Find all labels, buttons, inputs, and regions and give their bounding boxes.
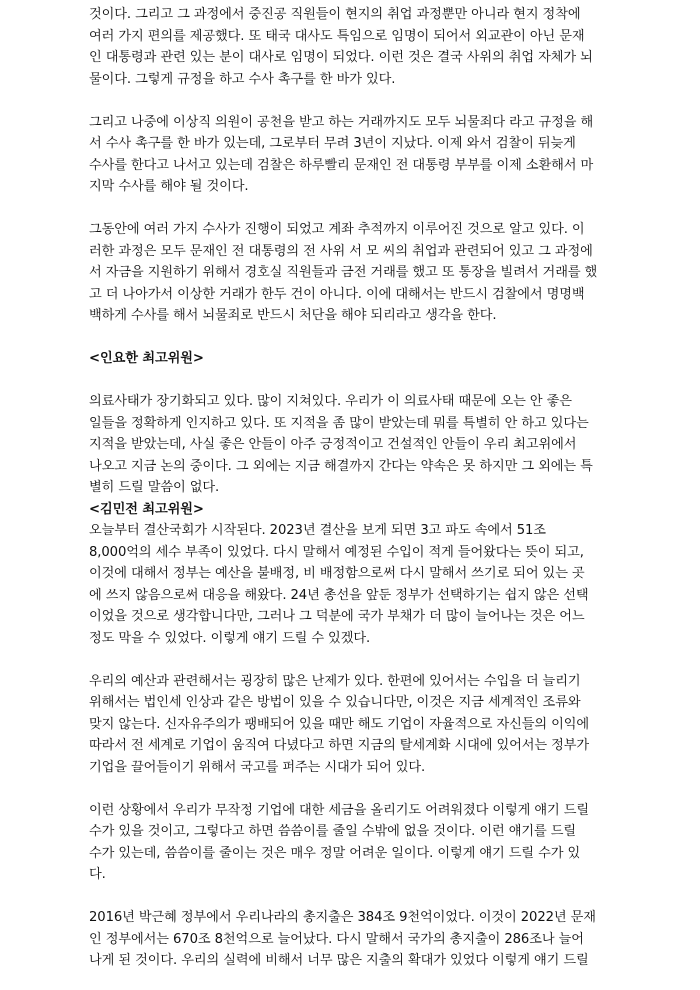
text-line: 정도 막을 수 있었다. 이렇게 얘기 드릴 수 있겠다. [89, 630, 371, 646]
paragraph [89, 907, 613, 972]
text-line: 물이다. 그렇게 규정을 하고 수사 촉구를 한 바가 있다. [89, 71, 396, 87]
text-line: 지막 수사를 해야 될 것이다. [89, 179, 249, 194]
text-line: 위해서는 법인세 인상과 같은 방법이 있을 수 있습니다만, 이것은 지금 세계적인 조류와 [89, 695, 581, 710]
speaker-heading: <김민전 최고위원> [89, 501, 204, 517]
text-line: 별히 드릴 말씀이 없다. [89, 480, 220, 495]
paragraph [89, 391, 613, 499]
paragraph [89, 4, 613, 90]
text-line: 이었을 것으로 생각합니다만, 그러나 그 덕분에 국가 부채가 더 많이 늘어나는 것은 어느 [89, 609, 585, 624]
text-line: 서 수사 촉구를 한 바가 있는데, 그로부터 무려 3년이 지났다. 이제 와서 검찰이 뒤늦게 [89, 136, 576, 151]
text-line: 이런 상황에서 우리가 무작정 기업에 대한 세금을 올리기도 어려워졌다 이렇게 얘기 드릴 [89, 802, 590, 818]
paragraph [89, 520, 613, 649]
text-line: 그동안에 여러 가지 수사가 진행이 되었고 계좌 추적까지 이루어진 것으로 알고 있다. 이 [89, 222, 585, 237]
text-line: 수가 있을 것이고, 그렇다고 하면 씀씀이를 줄일 수밖에 없을 것이다. 이런 얘기를 드릴 [89, 824, 577, 839]
paragraph-gap [89, 370, 613, 392]
paragraph [89, 671, 613, 779]
paragraph-gap [89, 886, 613, 908]
paragraph [89, 800, 613, 886]
text-line: 맞지 않는다. 신자유주의가 팽배되어 있을 때만 해도 기업이 자율적으로 자신들의 이익에 [89, 716, 590, 732]
paragraph-gap [89, 778, 613, 800]
paragraph-gap [89, 90, 613, 112]
paragraph-gap [89, 198, 613, 220]
text-line: 그리고 나중에 이상직 의원이 공천을 받고 하는 거래까지도 모두 뇌물죄다 라고 규정을 해 [89, 114, 594, 130]
text-line: 나게 된 것이다. 우리의 실력에 비해서 너무 많은 지출의 확대가 있었다 이렇게 얘기 드릴 [89, 953, 589, 968]
document-page [89, 4, 613, 972]
text-line: 수가 있는데, 씀씀이를 줄이는 것은 매우 정말 어려운 일이다. 이렇게 얘기 드릴 수가 있 [89, 845, 581, 861]
speaker-heading: <인요한 최고위원> [89, 351, 204, 366]
text-line: 에 쓰지 않음으로써 대응을 해왔다. 24년 총선을 앞둔 정부가 선택하기는 쉽지 않은 선택 [89, 587, 589, 603]
text-line: 고 더 나아가서 이상한 거래가 한두 건이 아니다. 이에 대해서는 반드시 검찰에서 명명백 [89, 286, 585, 302]
text-line: 일들을 정확하게 인지하고 있다. 또 지적을 좀 많이 받았는데 뭐를 특별히 안 하고 있다는 [89, 415, 589, 431]
text-line: 것이다. 그리고 그 과정에서 중진공 직원들이 현지의 취업 과정뿐만 아니라 현지 정착에 [89, 7, 581, 22]
text-line: 인 정부에서는 670조 8천억으로 늘어났다. 다시 말해서 국가의 총지출이 286조나 늘어 [89, 931, 584, 947]
text-line: 나오고 지금 논의 중이다. 그 외에는 지금 해결까지 간다는 약속은 못 하지만 그 외에는 특 [89, 458, 593, 474]
paragraph [89, 219, 613, 327]
text-line: 여러 가지 편의를 제공했다. 또 태국 대사도 특임으로 임명이 되어서 외교관이 아닌 문재 [89, 28, 585, 44]
text-line: 기업을 끌어들이기 위해서 국고를 퍼주는 시대가 되어 있다. [89, 759, 426, 775]
text-line: 이것에 대해서 정부는 예산을 불배정, 비 배정함으로써 다시 말해서 쓰기로 되어 있는 곳 [89, 566, 585, 581]
text-line: 2016년 박근혜 정부에서 우리나라의 총지출은 384조 9천억이었다. 이것이 2022년 문재 [89, 910, 596, 925]
text-line: 수사를 한다고 나서고 있는데 검찰은 하루빨리 문재인 전 대통령 부부를 이제 소환해서 마 [89, 157, 594, 173]
text-line: 지적을 받았는데, 사실 좋은 안들이 아주 긍정적이고 건설적인 안들이 우리 최고위에서 [89, 437, 577, 452]
paragraph [89, 112, 613, 198]
text-line: 다. [89, 867, 106, 882]
text-line: 백하게 수사를 해서 뇌물죄로 반드시 처단을 해야 되리라고 생각을 한다. [89, 308, 497, 323]
text-line: 인 대통령과 관련 있는 분이 대사로 임명이 되었다. 이런 것은 결국 사위의 취업 자체가 뇌 [89, 50, 593, 65]
text-line: 오늘부터 결산국회가 시작된다. 2023년 결산을 보게 되면 3고 파도 속에서 51조 [89, 523, 546, 538]
paragraph-gap [89, 327, 613, 349]
text-line: 러한 과정은 모두 문재인 전 대통령의 전 사위 서 모 씨의 취업과 관련되어 있고 그 과정에 [89, 243, 593, 259]
text-line: 서 자금을 지원하기 위해서 경호실 직원들과 금전 거래를 했고 또 통장을 빌려서 거래를 했 [89, 265, 598, 280]
text-line: 8,000억의 세수 부족이 있었다. 다시 말해서 예정된 수입이 적게 들어왔다는 뜻이 되고, [89, 544, 584, 560]
text-line: 따라서 전 세계로 기업이 움직여 다녔다고 하면 지금의 탈세계화 시대에 있어서는 정부가 [89, 738, 590, 753]
text-line: 우리의 예산과 관련해서는 굉장히 많은 난제가 있다. 한편에 있어서는 수입을 더 늘리기 [89, 673, 581, 689]
paragraph-gap [89, 649, 613, 671]
text-line: 의료사태가 장기화되고 있다. 많이 지쳐있다. 우리가 이 의료사태 때문에 오는 안 좋은 [89, 394, 572, 409]
